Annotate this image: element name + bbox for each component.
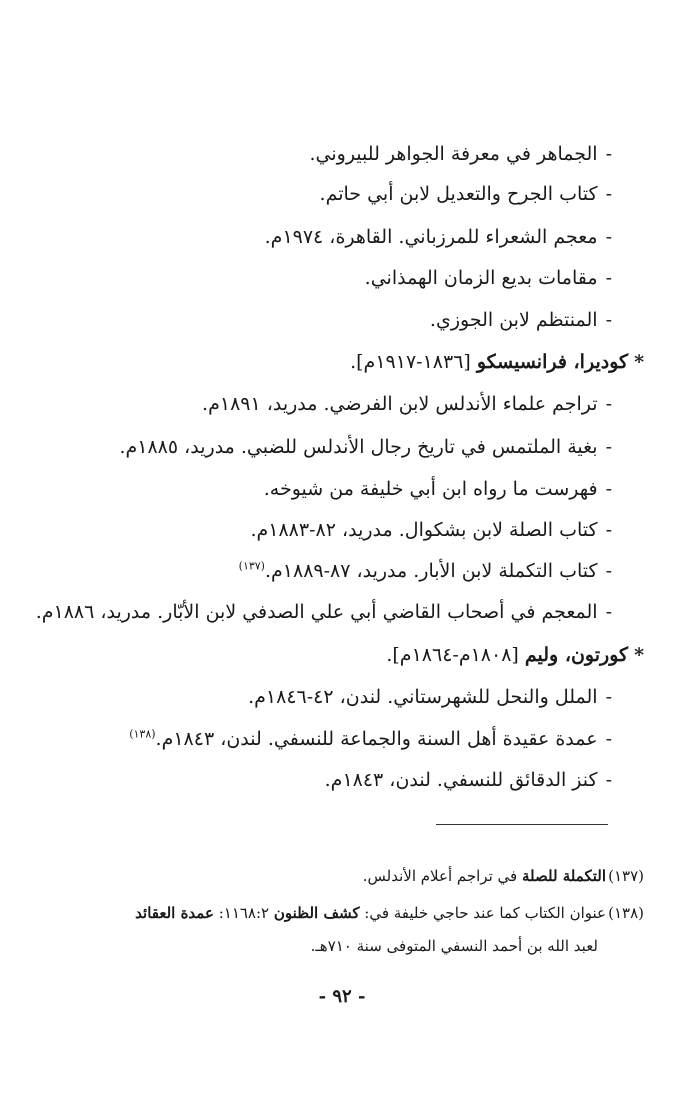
footnote-bold: عمدة العقائد xyxy=(135,904,214,922)
footnote-text: لعبد الله بن أحمد النسفي المتوفى سنة ٧١٠هـ. xyxy=(310,937,598,955)
list-item-text: تراجم علماء الأندلس لابن الفرضي. مدريد، ١٨٩١م. xyxy=(202,393,598,415)
list-item-text: عمدة عقيدة أهل السنة والجماعة للنسفي. لندن، ١٨٤٣م. xyxy=(155,728,598,750)
footnote-divider xyxy=(436,824,608,825)
page-number: - ٩٢ - xyxy=(318,986,366,1007)
list-dash: - xyxy=(605,436,612,458)
author-name: كورتون، وليم xyxy=(524,644,629,666)
author-heading xyxy=(350,348,644,376)
footnote-138 xyxy=(135,901,644,925)
footnote-text: ١١٦٨:٢: xyxy=(213,904,274,922)
footnote-text: عنوان الكتاب كما عند حاجي خليفة في: xyxy=(359,904,606,922)
list-dash: - xyxy=(605,267,612,289)
list-item-text: المنتظم لابن الجوزي. xyxy=(429,309,598,331)
asterisk-icon: * xyxy=(634,351,644,373)
footnote-bold: التكملة للصلة xyxy=(521,867,606,885)
list-item xyxy=(325,766,612,794)
list-item xyxy=(320,180,612,208)
asterisk-icon: * xyxy=(634,644,644,666)
list-dash: - xyxy=(605,183,612,205)
list-item-text: معجم الشعراء للمرزباني. القاهرة، ١٩٧٤م. xyxy=(264,226,598,248)
list-dash: - xyxy=(605,478,612,500)
list-item xyxy=(430,306,612,334)
author-name: كوديرا، فرانسيسكو xyxy=(476,351,629,373)
list-dash: - xyxy=(605,309,612,331)
footnote-bold: كشف الظنون xyxy=(273,904,360,922)
list-dash: - xyxy=(605,686,612,708)
list-item xyxy=(265,223,612,251)
list-item xyxy=(119,433,612,461)
list-item xyxy=(202,390,612,418)
footnote-text: في تراجم أعلام الأندلس. xyxy=(362,867,522,885)
list-item xyxy=(129,725,612,753)
list-item-text: كنز الدقائق للنسفي. لندن، ١٨٤٣م. xyxy=(324,769,598,791)
list-dash: - xyxy=(605,226,612,248)
list-item-text: الملل والنحل للشهرستاني. لندن، ٤٢-١٨٤٦م. xyxy=(248,686,598,708)
list-item-text: كتاب التكملة لابن الأبار. مدريد، ٨٧-١٨٨٩م. xyxy=(264,560,598,582)
list-dash: - xyxy=(605,728,612,750)
footnote-138-continuation xyxy=(311,934,598,958)
list-item-text: كتاب الجرح والتعديل لابن أبي حاتم. xyxy=(319,183,598,205)
list-dash: - xyxy=(605,519,612,541)
list-item-text: فهرست ما رواه ابن أبي خليفة من شيوخه. xyxy=(263,478,598,500)
list-item-text: مقامات بديع الزمان الهمذاني. xyxy=(364,267,598,289)
footnote-137 xyxy=(363,864,644,888)
list-item-text: الجماهر في معرفة الجواهر للبيروني. xyxy=(309,143,598,165)
footnote-number: (١٣٨) xyxy=(608,904,644,922)
list-item xyxy=(365,264,612,292)
list-dash: - xyxy=(605,393,612,415)
author-heading xyxy=(386,641,644,669)
list-dash: - xyxy=(605,601,612,623)
list-dash: - xyxy=(605,143,612,165)
list-dash: - xyxy=(605,560,612,582)
list-dash: - xyxy=(605,769,612,791)
list-item-text: بغية الملتمس في تاريخ رجال الأندلس للضبي. مدريد، ١٨٨٥م. xyxy=(119,436,598,458)
list-item-text: كتاب الصلة لابن بشكوال. مدريد، ٨٢-١٨٨٣م. xyxy=(250,519,598,541)
list-item-text: المعجم في أصحاب القاضي أبي علي الصدفي لابن الأبّار. مدريد، ١٨٨٦م. xyxy=(35,601,598,623)
footnote-ref[interactable]: (١٣٨) xyxy=(129,727,156,741)
list-item xyxy=(239,557,612,585)
list-item xyxy=(250,516,612,544)
author-dates: [١٨٠٨م-١٨٦٤م]. xyxy=(386,644,525,666)
list-item xyxy=(264,475,612,503)
footnote-ref[interactable]: (١٣٧) xyxy=(238,559,265,573)
list-item xyxy=(309,140,612,168)
footnote-number: (١٣٧) xyxy=(608,867,644,885)
author-dates: [١٨٣٦-١٩١٧م]. xyxy=(350,351,477,373)
list-item xyxy=(36,598,612,626)
list-item xyxy=(248,683,612,711)
